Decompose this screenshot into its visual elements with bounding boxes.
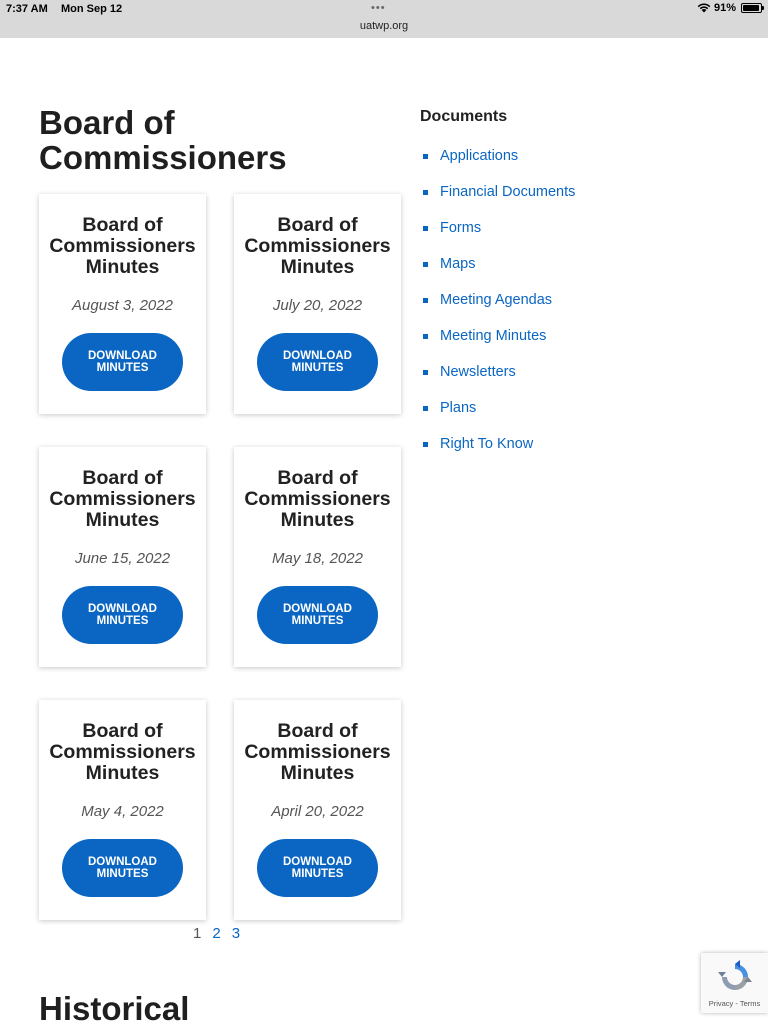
bullet-icon bbox=[423, 334, 428, 339]
bullet-icon bbox=[423, 406, 428, 411]
minutes-card bbox=[39, 700, 206, 920]
card-title: Board of Commissioners Minutes bbox=[49, 214, 196, 278]
sidebar-link[interactable]: Meeting Minutes bbox=[440, 328, 547, 344]
recaptcha-terms-link[interactable]: Privacy - Terms bbox=[708, 999, 761, 1008]
bullet-icon bbox=[423, 370, 428, 375]
sidebar-link[interactable]: Meeting Agendas bbox=[440, 292, 553, 308]
sidebar-item-maps[interactable] bbox=[420, 246, 575, 282]
bullet-icon bbox=[423, 442, 428, 447]
sidebar-link[interactable]: Right To Know bbox=[440, 436, 534, 452]
sidebar-link[interactable]: Maps bbox=[440, 256, 476, 272]
bullet-icon bbox=[423, 298, 428, 303]
minutes-card bbox=[234, 447, 401, 667]
page-3-link[interactable]: 3 bbox=[231, 925, 241, 942]
card-date: May 18, 2022 bbox=[272, 550, 363, 567]
card-date: August 3, 2022 bbox=[72, 297, 173, 314]
bullet-icon bbox=[423, 262, 428, 267]
documents-list bbox=[420, 138, 575, 462]
sidebar-link[interactable]: Newsletters bbox=[440, 364, 516, 380]
minutes-card bbox=[39, 447, 206, 667]
sidebar-title: Documents bbox=[420, 108, 508, 125]
page-2-link[interactable]: 2 bbox=[212, 925, 221, 942]
wifi-icon bbox=[697, 3, 711, 13]
card-date: April 20, 2022 bbox=[271, 803, 364, 820]
sidebar-item-plans[interactable] bbox=[420, 390, 575, 426]
page-1-current: 1 bbox=[193, 925, 202, 942]
pagination bbox=[193, 925, 240, 942]
sidebar-link[interactable]: Plans bbox=[440, 400, 477, 416]
minutes-card bbox=[234, 700, 401, 920]
sidebar-link[interactable]: Applications bbox=[440, 148, 519, 164]
sidebar-item-applications[interactable] bbox=[420, 138, 575, 174]
battery-percent: 91% bbox=[713, 2, 736, 14]
bullet-icon bbox=[423, 226, 428, 231]
recaptcha-badge[interactable] bbox=[701, 953, 768, 1013]
card-date: July 20, 2022 bbox=[272, 297, 363, 314]
card-title: Board of Commissioners Minutes bbox=[244, 214, 391, 278]
card-title: Board of Commissioners Minutes bbox=[244, 467, 391, 531]
page-title: Board of Commissioners bbox=[39, 104, 287, 176]
sidebar-link[interactable]: Financial Documents bbox=[440, 184, 576, 200]
status-indicators bbox=[697, 2, 762, 14]
section-title-historical: Historical bbox=[39, 990, 190, 1024]
download-minutes-button[interactable]: DOWNLOAD MINUTES bbox=[62, 586, 183, 644]
sidebar-item-newsletters[interactable] bbox=[420, 354, 575, 390]
card-date: June 15, 2022 bbox=[74, 550, 171, 567]
card-title: Board of Commissioners Minutes bbox=[244, 720, 391, 784]
bullet-icon bbox=[423, 154, 428, 159]
download-minutes-button[interactable]: DOWNLOAD MINUTES bbox=[257, 333, 378, 391]
sidebar-item-meeting-minutes[interactable] bbox=[420, 318, 575, 354]
bullet-icon bbox=[423, 190, 428, 195]
download-minutes-button[interactable]: DOWNLOAD MINUTES bbox=[62, 333, 183, 391]
sidebar-item-forms[interactable] bbox=[420, 210, 575, 246]
status-date: Mon Sep 12 bbox=[61, 3, 123, 15]
sidebar-link[interactable]: Forms bbox=[440, 220, 482, 236]
minutes-card bbox=[39, 194, 206, 414]
sidebar-item-financial-documents[interactable] bbox=[420, 174, 575, 210]
tab-dots-icon[interactable]: ••• bbox=[371, 2, 386, 14]
battery-icon bbox=[741, 3, 762, 13]
card-date: May 4, 2022 bbox=[81, 803, 164, 820]
card-title: Board of Commissioners Minutes bbox=[49, 467, 196, 531]
card-title: Board of Commissioners Minutes bbox=[49, 720, 196, 784]
recaptcha-icon bbox=[718, 960, 752, 994]
download-minutes-button[interactable]: DOWNLOAD MINUTES bbox=[257, 839, 378, 897]
status-time: 7:37 AM bbox=[6, 3, 48, 15]
status-bar bbox=[0, 0, 768, 38]
download-minutes-button[interactable]: DOWNLOAD MINUTES bbox=[62, 839, 183, 897]
sidebar-item-meeting-agendas[interactable] bbox=[420, 282, 575, 318]
address-url[interactable]: uatwp.org bbox=[359, 20, 409, 32]
sidebar-item-right-to-know[interactable] bbox=[420, 426, 575, 462]
minutes-card bbox=[234, 194, 401, 414]
download-minutes-button[interactable]: DOWNLOAD MINUTES bbox=[257, 586, 378, 644]
